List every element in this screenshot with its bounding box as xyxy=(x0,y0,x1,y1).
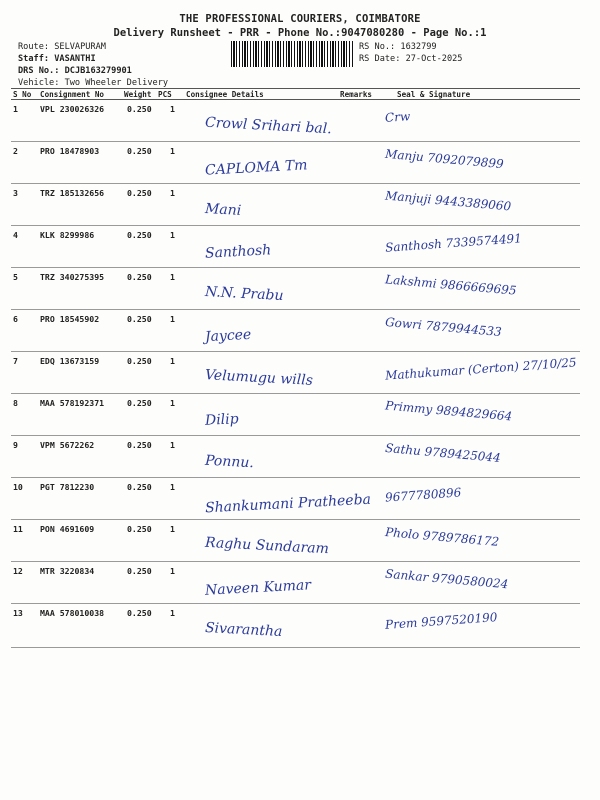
row-divider xyxy=(11,561,580,562)
consignee-signature: Crowl Srihari bal. xyxy=(204,114,333,138)
row-sno: 7 xyxy=(13,356,18,366)
consignee-signature: Ponnu. xyxy=(204,452,255,472)
row-sno: 2 xyxy=(13,146,18,156)
drs-label: DRS No.: xyxy=(18,66,60,76)
consignee-signature: Sivarantha xyxy=(204,619,283,641)
drs-line xyxy=(18,65,168,77)
row-consignment-no: MAA 578010038 xyxy=(40,608,105,618)
header-bottom-rule xyxy=(11,99,580,100)
route-text: Route: SELVAPURAM xyxy=(18,42,106,52)
col-sno: S No xyxy=(13,90,32,99)
header-top-rule xyxy=(11,88,580,89)
seal-signature: Crw xyxy=(384,109,411,125)
row-consignment-no: VPM 5672262 xyxy=(40,440,95,450)
row-consignment-no: PGT 7812230 xyxy=(40,482,95,492)
col-consignee: Consignee Details xyxy=(186,90,264,99)
row-divider xyxy=(11,141,580,142)
row-sno: 3 xyxy=(13,188,18,198)
row-divider xyxy=(11,435,580,436)
row-weight: 0.250 xyxy=(127,314,152,324)
row-pcs: 1 xyxy=(170,524,175,534)
staff-label: Staff: xyxy=(18,54,50,64)
row-pcs: 1 xyxy=(170,314,175,324)
row-pcs: 1 xyxy=(170,398,175,408)
meta-right xyxy=(359,41,462,65)
consignee-signature: N.N. Prabu xyxy=(204,283,284,305)
seal-signature: Pholo 9789786172 xyxy=(384,525,500,549)
seal-signature: Lakshmi 9866669695 xyxy=(384,272,518,298)
col-seal: Seal & Signature xyxy=(397,90,471,99)
consignee-signature: Naveen Kumar xyxy=(204,577,312,599)
col-consignment: Consignment No xyxy=(40,90,105,99)
row-pcs: 1 xyxy=(170,230,175,240)
drs-number: DCJB163279901 xyxy=(64,66,132,76)
row-pcs: 1 xyxy=(170,440,175,450)
row-consignment-no: PRO 18545902 xyxy=(40,314,100,324)
row-weight: 0.250 xyxy=(127,146,152,156)
row-divider xyxy=(11,477,580,478)
seal-signature: Manju 7092079899 xyxy=(384,146,505,172)
consignee-signature: Dilip xyxy=(204,411,240,429)
seal-signature: 9677780896 xyxy=(384,485,462,505)
row-pcs: 1 xyxy=(170,104,175,114)
row-divider xyxy=(11,351,580,352)
row-divider xyxy=(11,393,580,394)
row-weight: 0.250 xyxy=(127,566,152,576)
row-sno: 11 xyxy=(13,524,23,534)
row-divider xyxy=(11,603,580,604)
row-sno: 4 xyxy=(13,230,18,240)
row-consignment-no: EDQ 13673159 xyxy=(40,356,100,366)
row-pcs: 1 xyxy=(170,272,175,282)
vehicle-text: Vehicle: Two Wheeler Delivery xyxy=(18,78,169,88)
row-consignment-no: MTR 3220834 xyxy=(40,566,95,576)
row-sno: 1 xyxy=(13,104,18,114)
consignee-signature: CAPLOMA Tm xyxy=(204,157,308,179)
seal-signature: Manjuji 9443389060 xyxy=(384,188,512,214)
row-weight: 0.250 xyxy=(127,230,152,240)
consignee-signature: Shankumani Pratheeba xyxy=(204,491,372,517)
row-divider xyxy=(11,225,580,226)
meta-left xyxy=(18,41,168,89)
row-pcs: 1 xyxy=(170,356,175,366)
row-sno: 9 xyxy=(13,440,18,450)
company-title: THE PROFESSIONAL COURIERS, COIMBATORE xyxy=(179,13,421,25)
runsheet-subtitle: Delivery Runsheet - PRR - Phone No.:9047080280 - Page No.:1 xyxy=(113,27,487,39)
barcode xyxy=(231,41,354,67)
row-sno: 13 xyxy=(13,608,23,618)
row-pcs: 1 xyxy=(170,482,175,492)
row-weight: 0.250 xyxy=(127,524,152,534)
row-pcs: 1 xyxy=(170,566,175,576)
consignee-signature: Raghu Sundaram xyxy=(204,534,330,558)
row-divider xyxy=(11,647,580,648)
row-weight: 0.250 xyxy=(127,608,152,618)
row-weight: 0.250 xyxy=(127,356,152,366)
consignee-signature: Mani xyxy=(204,201,242,219)
row-sno: 8 xyxy=(13,398,18,408)
consignee-signature: Velumugu wills xyxy=(204,367,314,389)
row-sno: 6 xyxy=(13,314,18,324)
row-sno: 5 xyxy=(13,272,18,282)
row-pcs: 1 xyxy=(170,188,175,198)
staff-line xyxy=(18,53,168,65)
rs-number: RS No.: 1632799 xyxy=(359,42,437,52)
consignee-signature: Jaycee xyxy=(204,326,252,346)
row-weight: 0.250 xyxy=(127,398,152,408)
col-pcs: PCS xyxy=(158,90,172,99)
row-consignment-no: MAA 578192371 xyxy=(40,398,105,408)
row-divider xyxy=(11,183,580,184)
seal-signature: Sathu 9789425044 xyxy=(384,440,502,466)
row-weight: 0.250 xyxy=(127,188,152,198)
row-consignment-no: VPL 230026326 xyxy=(40,104,105,114)
seal-signature: Gowri 7879944533 xyxy=(384,314,503,340)
row-sno: 12 xyxy=(13,566,23,576)
row-pcs: 1 xyxy=(170,146,175,156)
seal-signature: Primmy 9894829664 xyxy=(384,398,513,424)
seal-signature: Santhosh 7339574491 xyxy=(384,231,523,255)
seal-signature: Mathukumar (Certon) 27/10/25 xyxy=(384,355,577,383)
row-consignment-no: TRZ 185132656 xyxy=(40,188,105,198)
row-consignment-no: PON 4691609 xyxy=(40,524,95,534)
staff-name: VASANTHI xyxy=(54,54,96,64)
col-weight: Weight xyxy=(124,90,152,99)
row-divider xyxy=(11,519,580,520)
row-weight: 0.250 xyxy=(127,272,152,282)
seal-signature: Prem 9597520190 xyxy=(384,610,498,632)
row-consignment-no: KLK 8299986 xyxy=(40,230,95,240)
row-weight: 0.250 xyxy=(127,104,152,114)
row-consignment-no: PRO 18478903 xyxy=(40,146,100,156)
row-divider xyxy=(11,267,580,268)
row-weight: 0.250 xyxy=(127,440,152,450)
row-consignment-no: TRZ 340275395 xyxy=(40,272,105,282)
consignee-signature: Santhosh xyxy=(204,242,272,262)
row-pcs: 1 xyxy=(170,608,175,618)
row-weight: 0.250 xyxy=(127,482,152,492)
rs-date: RS Date: 27-Oct-2025 xyxy=(359,54,463,64)
seal-signature: Sankar 9790580024 xyxy=(384,566,509,592)
row-sno: 10 xyxy=(13,482,23,492)
col-remarks: Remarks xyxy=(340,90,373,99)
row-divider xyxy=(11,309,580,310)
